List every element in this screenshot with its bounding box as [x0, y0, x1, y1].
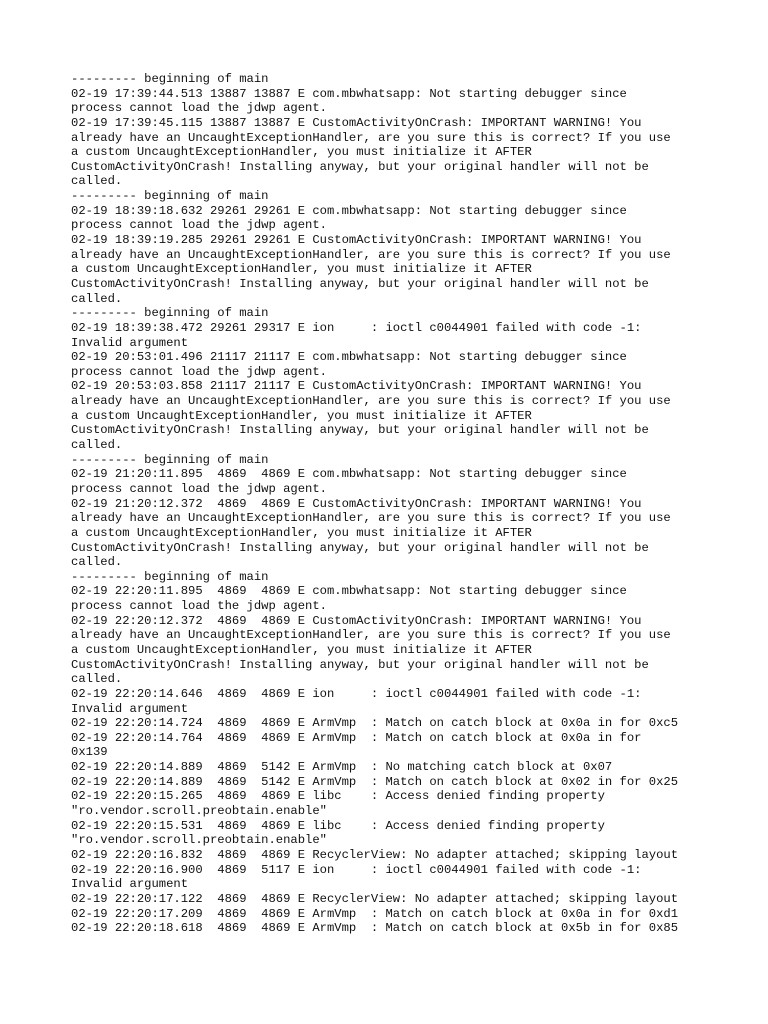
log-line: a custom UncaughtExceptionHandler, you must initialize it AFTER [71, 262, 532, 277]
log-line: 02-19 22:20:14.889 4869 5142 E ArmVmp : Match on catch block at 0x02 in for 0x25 [71, 774, 679, 789]
log-line: 02-19 22:20:14.646 4869 4869 E ion : ioctl c0044901 failed with code -1: [71, 686, 642, 701]
log-line: "ro.vendor.scroll.preobtain.enable" [71, 833, 327, 848]
log-line: 02-19 22:20:15.265 4869 4869 E libc : Access denied finding property [71, 789, 605, 804]
log-line: 02-19 22:20:12.372 4869 4869 E CustomActivityOnCrash: IMPORTANT WARNING! You [71, 613, 642, 628]
log-line: Invalid argument [71, 877, 189, 892]
log-line: --------- beginning of main [71, 569, 269, 584]
log-line: called. [71, 291, 123, 306]
log-line: --------- beginning of main [71, 72, 269, 86]
log-line: 02-19 22:20:14.764 4869 4869 E ArmVmp : Match on catch block at 0x0a in for [71, 730, 642, 745]
log-line: already have an UncaughtExceptionHandler, are you sure this is correct? If you use [71, 628, 671, 643]
log-line: 02-19 18:39:38.472 29261 29317 E ion : ioctl c0044901 failed with code -1: [71, 320, 642, 335]
log-line: CustomActivityOnCrash! Installing anyway, but your original handler will not be [71, 423, 649, 438]
log-line: 02-19 22:20:15.531 4869 4869 E libc : Access denied finding property [71, 818, 605, 833]
log-line: 02-19 20:53:01.496 21117 21117 E com.mbwhatsapp: Not starting debugger since [71, 350, 627, 365]
log-line: Invalid argument [71, 335, 189, 350]
log-line: "ro.vendor.scroll.preobtain.enable" [71, 804, 327, 819]
log-line: process cannot load the jdwp agent. [71, 481, 327, 496]
log-line: --------- beginning of main [71, 189, 269, 204]
log-line: process cannot load the jdwp agent. [71, 599, 327, 614]
log-line: process cannot load the jdwp agent. [71, 364, 327, 379]
log-line: 02-19 18:39:19.285 29261 29261 E CustomActivityOnCrash: IMPORTANT WARNING! You [71, 233, 642, 248]
log-line: 02-19 20:53:03.858 21117 21117 E CustomActivityOnCrash: IMPORTANT WARNING! You [71, 379, 642, 394]
log-line: called. [71, 555, 123, 570]
log-line: 02-19 17:39:45.115 13887 13887 E CustomActivityOnCrash: IMPORTANT WARNING! You [71, 115, 642, 130]
log-line: 02-19 22:20:18.618 4869 4869 E ArmVmp : Match on catch block at 0x5b in for 0x85 [71, 921, 679, 936]
log-line: a custom UncaughtExceptionHandler, you must initialize it AFTER [71, 408, 532, 423]
log-line: already have an UncaughtExceptionHandler, are you sure this is correct? If you use [71, 130, 671, 145]
log-line: process cannot load the jdwp agent. [71, 218, 327, 233]
log-line: 02-19 21:20:12.372 4869 4869 E CustomActivityOnCrash: IMPORTANT WARNING! You [71, 496, 642, 511]
log-line: Invalid argument [71, 701, 189, 716]
log-line: CustomActivityOnCrash! Installing anyway, but your original handler will not be [71, 540, 649, 555]
log-line: a custom UncaughtExceptionHandler, you must initialize it AFTER [71, 145, 532, 160]
log-line: CustomActivityOnCrash! Installing anyway, but your original handler will not be [71, 657, 649, 672]
log-line: 02-19 21:20:11.895 4869 4869 E com.mbwhatsapp: Not starting debugger since [71, 467, 627, 482]
log-line: 02-19 22:20:17.209 4869 4869 E ArmVmp : Match on catch block at 0x0a in for 0xd1 [71, 906, 679, 921]
log-line: 02-19 22:20:17.122 4869 4869 E RecyclerView: No adapter attached; skipping layout [71, 891, 679, 906]
log-line: CustomActivityOnCrash! Installing anyway, but your original handler will not be [71, 276, 649, 291]
log-line: 02-19 22:20:14.889 4869 5142 E ArmVmp : No matching catch block at 0x07 [71, 760, 613, 775]
log-line: CustomActivityOnCrash! Installing anyway, but your original handler will not be [71, 159, 649, 174]
log-line: already have an UncaughtExceptionHandler, are you sure this is correct? If you use [71, 394, 671, 409]
log-line: called. [71, 174, 123, 189]
log-line: 02-19 22:20:14.724 4869 4869 E ArmVmp : Match on catch block at 0x0a in for 0xc5 [71, 716, 679, 731]
log-line: a custom UncaughtExceptionHandler, you must initialize it AFTER [71, 525, 532, 540]
log-line: 0x139 [71, 745, 108, 760]
log-line: --------- beginning of main [71, 306, 269, 321]
log-line: process cannot load the jdwp agent. [71, 101, 327, 116]
log-line: called. [71, 438, 123, 453]
log-line: 02-19 22:20:16.900 4869 5117 E ion : ioctl c0044901 failed with code -1: [71, 862, 642, 877]
log-line: already have an UncaughtExceptionHandler, are you sure this is correct? If you use [71, 247, 671, 262]
log-line: already have an UncaughtExceptionHandler, are you sure this is correct? If you use [71, 511, 671, 526]
log-document [71, 72, 711, 936]
log-line: called. [71, 672, 123, 687]
log-line: a custom UncaughtExceptionHandler, you must initialize it AFTER [71, 642, 532, 657]
log-line: 02-19 18:39:18.632 29261 29261 E com.mbwhatsapp: Not starting debugger since [71, 203, 627, 218]
log-line: 02-19 22:20:11.895 4869 4869 E com.mbwhatsapp: Not starting debugger since [71, 584, 627, 599]
log-line: 02-19 17:39:44.513 13887 13887 E com.mbwhatsapp: Not starting debugger since [71, 86, 627, 101]
log-line: 02-19 22:20:16.832 4869 4869 E RecyclerView: No adapter attached; skipping layout [71, 847, 679, 862]
log-line: --------- beginning of main [71, 452, 269, 467]
